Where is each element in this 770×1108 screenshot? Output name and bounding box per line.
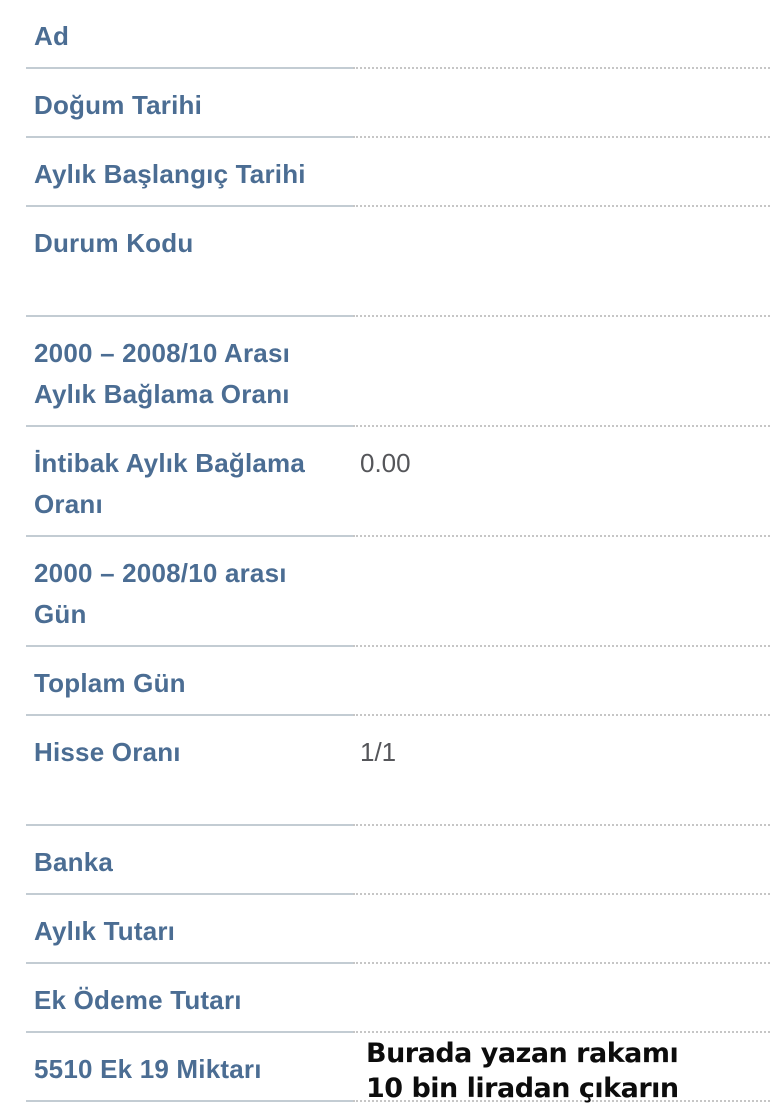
separator-solid-segment xyxy=(26,824,353,826)
row-aylik-baslangic-tarihi xyxy=(0,138,770,207)
row-2000-2008-aylik-baglama-orani xyxy=(0,317,770,427)
separator-solid-segment xyxy=(26,645,353,647)
row-dogum-tarihi xyxy=(0,69,770,138)
separator-solid-segment xyxy=(26,136,353,138)
row-separator xyxy=(26,315,770,317)
row-separator xyxy=(26,205,770,207)
separator-solid-segment xyxy=(26,535,353,537)
separator-dotted-segment xyxy=(353,714,770,716)
annotation-note xyxy=(366,1036,746,1106)
separator-dotted-segment xyxy=(353,67,770,69)
row-separator xyxy=(26,714,770,716)
annotation-line-1: Burada yazan rakamı xyxy=(366,1038,679,1069)
separator-solid-segment xyxy=(26,1031,353,1033)
field-label-aylik-baslangic-tarihi: Aylık Başlangıç Tarihi xyxy=(34,159,306,189)
field-label-durum-kodu: Durum Kodu xyxy=(34,228,194,258)
field-value-hisse-orani: 1/1 xyxy=(360,737,397,767)
row-aylik-tutari xyxy=(0,895,770,964)
field-label-5510-ek-19-miktari: 5510 Ek 19 Miktarı xyxy=(34,1054,262,1084)
field-label-toplam-gun: Toplam Gün xyxy=(34,668,186,698)
row-ad xyxy=(0,0,770,69)
row-separator xyxy=(26,535,770,537)
separator-dotted-segment xyxy=(353,824,770,826)
annotation-line-2: 10 bin liradan çıkarın xyxy=(366,1073,679,1104)
separator-dotted-segment xyxy=(353,425,770,427)
field-label-intibak-aylik-baglama-orani: İntibak Aylık Bağlama Oranı xyxy=(34,448,306,519)
field-label-ek-odeme-tutari: Ek Ödeme Tutarı xyxy=(34,985,242,1015)
row-separator xyxy=(26,645,770,647)
row-separator xyxy=(26,425,770,427)
separator-dotted-segment xyxy=(353,893,770,895)
row-separator xyxy=(26,1031,770,1033)
row-hisse-orani xyxy=(0,716,770,826)
field-label-2000-2008-arasi-gun: 2000 – 2008/10 arası Gün xyxy=(34,558,287,629)
separator-dotted-segment xyxy=(353,315,770,317)
field-label-dogum-tarihi: Doğum Tarihi xyxy=(34,90,203,120)
field-label-hisse-orani: Hisse Oranı xyxy=(34,737,181,767)
separator-solid-segment xyxy=(26,714,353,716)
row-separator xyxy=(26,893,770,895)
row-ek-odeme-tutari xyxy=(0,964,770,1033)
separator-dotted-segment xyxy=(353,136,770,138)
field-label-banka: Banka xyxy=(34,847,114,877)
row-banka xyxy=(0,826,770,895)
row-separator xyxy=(26,67,770,69)
row-separator xyxy=(26,962,770,964)
row-intibak-aylik-baglama-orani xyxy=(0,427,770,537)
separator-solid-segment xyxy=(26,315,353,317)
separator-solid-segment xyxy=(26,962,353,964)
row-durum-kodu xyxy=(0,207,770,317)
separator-solid-segment xyxy=(26,205,353,207)
row-2000-2008-arasi-gun xyxy=(0,537,770,647)
field-label-ad: Ad xyxy=(34,21,70,51)
field-label-aylik-tutari: Aylık Tutarı xyxy=(34,916,176,946)
separator-dotted-segment xyxy=(353,1031,770,1033)
separator-solid-segment xyxy=(26,67,353,69)
row-toplam-gun xyxy=(0,647,770,716)
row-separator xyxy=(26,824,770,826)
separator-solid-segment xyxy=(26,425,353,427)
separator-dotted-segment xyxy=(353,205,770,207)
row-separator xyxy=(26,136,770,138)
field-label-2000-2008-aylik-baglama-orani: 2000 – 2008/10 Arası Aylık Bağlama Oranı xyxy=(34,338,291,409)
separator-dotted-segment xyxy=(353,962,770,964)
field-value-intibak-aylik-baglama-orani: 0.00 xyxy=(360,448,411,478)
separator-solid-segment xyxy=(26,893,353,895)
separator-solid-segment xyxy=(26,1100,353,1102)
separator-dotted-segment xyxy=(353,535,770,537)
separator-dotted-segment xyxy=(353,645,770,647)
